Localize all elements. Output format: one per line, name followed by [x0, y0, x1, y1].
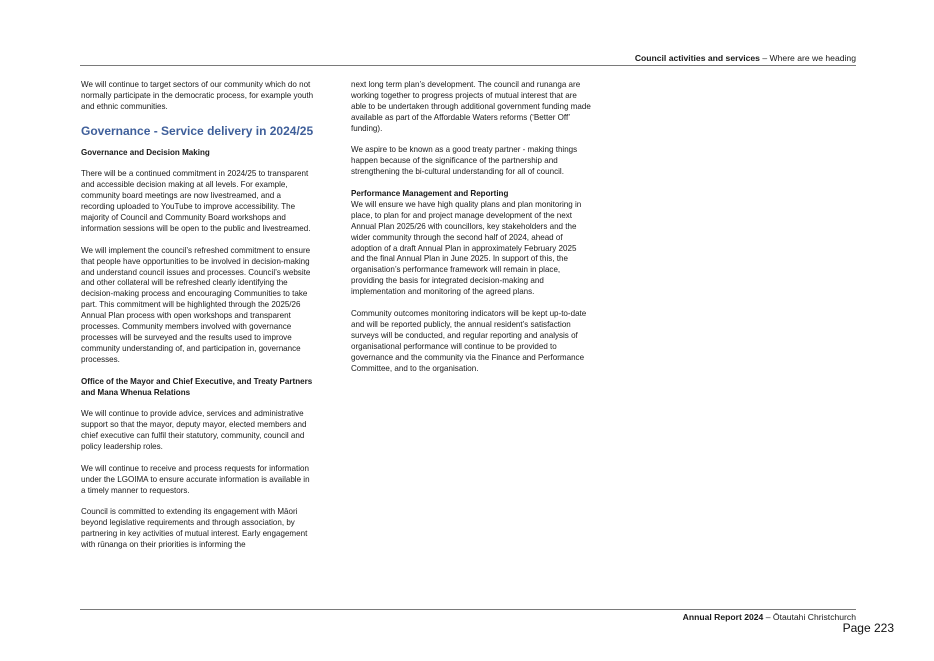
- paragraph: We will continue to receive and process requests for information under the LGOIMA to ensure accurate information is available in a timely manner to requestors.: [81, 463, 310, 495]
- right-column: [351, 80, 591, 385]
- section-title: Governance - Service delivery in 2024/25: [81, 123, 314, 138]
- intro-paragraph: We will continue to target sectors of our community which do not normally participate in the democratic process, for example youth and ethnic communities.: [81, 80, 314, 111]
- running-header: [635, 53, 856, 64]
- paragraph: Community outcomes monitoring indicators will be kept up-to-date and will be reported publicly, the annual resident’s satisfaction surveys will be conducted, and regular reporting and analysis of organisational performance will continue to be provided to governance and the community via the Finance and Performance Committee, and to the organisation.: [351, 308, 587, 373]
- paragraph: next long term plan’s development. The council and runanga are working together to progress projects of mutual interest that are able to be undertaken through additional government funding made available as part of the Affordable Waters reforms (‘Better Off’ funding).: [351, 80, 591, 133]
- footer-rule: [80, 609, 856, 610]
- paragraph: We aspire to be known as a good treaty partner - making things happen because of the significance of the partnership and strengthening the bi-cultural understanding for all of council.: [351, 145, 578, 177]
- page-number: Page 223: [842, 621, 894, 635]
- header-section-title: Council activities and services: [634, 53, 760, 63]
- header-section-subtitle: – Where are we heading: [759, 53, 856, 63]
- left-column: [81, 80, 316, 562]
- paragraph: There will be a continued commitment in 2024/25 to transparent and accessible decision making at all levels. For example, community board meetings are now livestreamed, and a recording uploaded to YouTube to improve accessibility. The majority of Council and Community Board workshops and information sessions will be open to the public and livestreamed.: [81, 169, 311, 233]
- governance-decision-making-heading: Governance and Decision Making: [81, 147, 210, 157]
- header-rule: [80, 65, 856, 66]
- paragraph: We will continue to provide advice, services and administrative support so that the mayor, deputy mayor, elected members and chief executive can fulfil their statutory, community, council and policy leadership roles.: [81, 409, 307, 452]
- paragraph: We will ensure we have high quality plans and plan monitoring in place, to plan for and project manage development of the next Annual Plan 2025/26 with councillors, key stakeholders and the wider community through the second half of 2024, ahead of adoption of a draft Annual Plan in approximately February 2025 and the final Annual Plan in June 2025. In support of this, the organisation’s performance framework will remain in place, providing the basis for integrated decision-making and implementation and monitoring of the agreed plans.: [351, 199, 582, 297]
- paragraph: Council is committed to extending its engagement with Māori beyond legislative requirements and through association, by partnering in key activities of mutual interest. Early engagement with rūnanga on their priorities is informing the: [81, 507, 308, 550]
- footer-report-title: Annual Report 2024: [682, 612, 764, 622]
- paragraph: We will implement the council’s refreshed commitment to ensure that people have opportunities to be involved in decision-making and understand council issues and processes. Council’s website and other collateral will be refreshed clearly identifying the decision-making process and encouraging Communities to take part. This commitment will be highlighted through the 2025/26 Annual Plan process with open workshops and transparent processes. Community members involved with governance processes will be surveyed and the results used to improve community understanding of, and participation in, governance processes.: [81, 245, 311, 364]
- performance-management-heading: Performance Management and Reporting: [351, 189, 509, 199]
- running-footer: [683, 612, 856, 623]
- footer-report-subtitle: – Ōtautahi Christchurch: [763, 612, 856, 622]
- office-of-mayor-heading: Office of the Mayor and Chief Executive, and Treaty Partners and Mana Whenua Relations: [81, 376, 313, 397]
